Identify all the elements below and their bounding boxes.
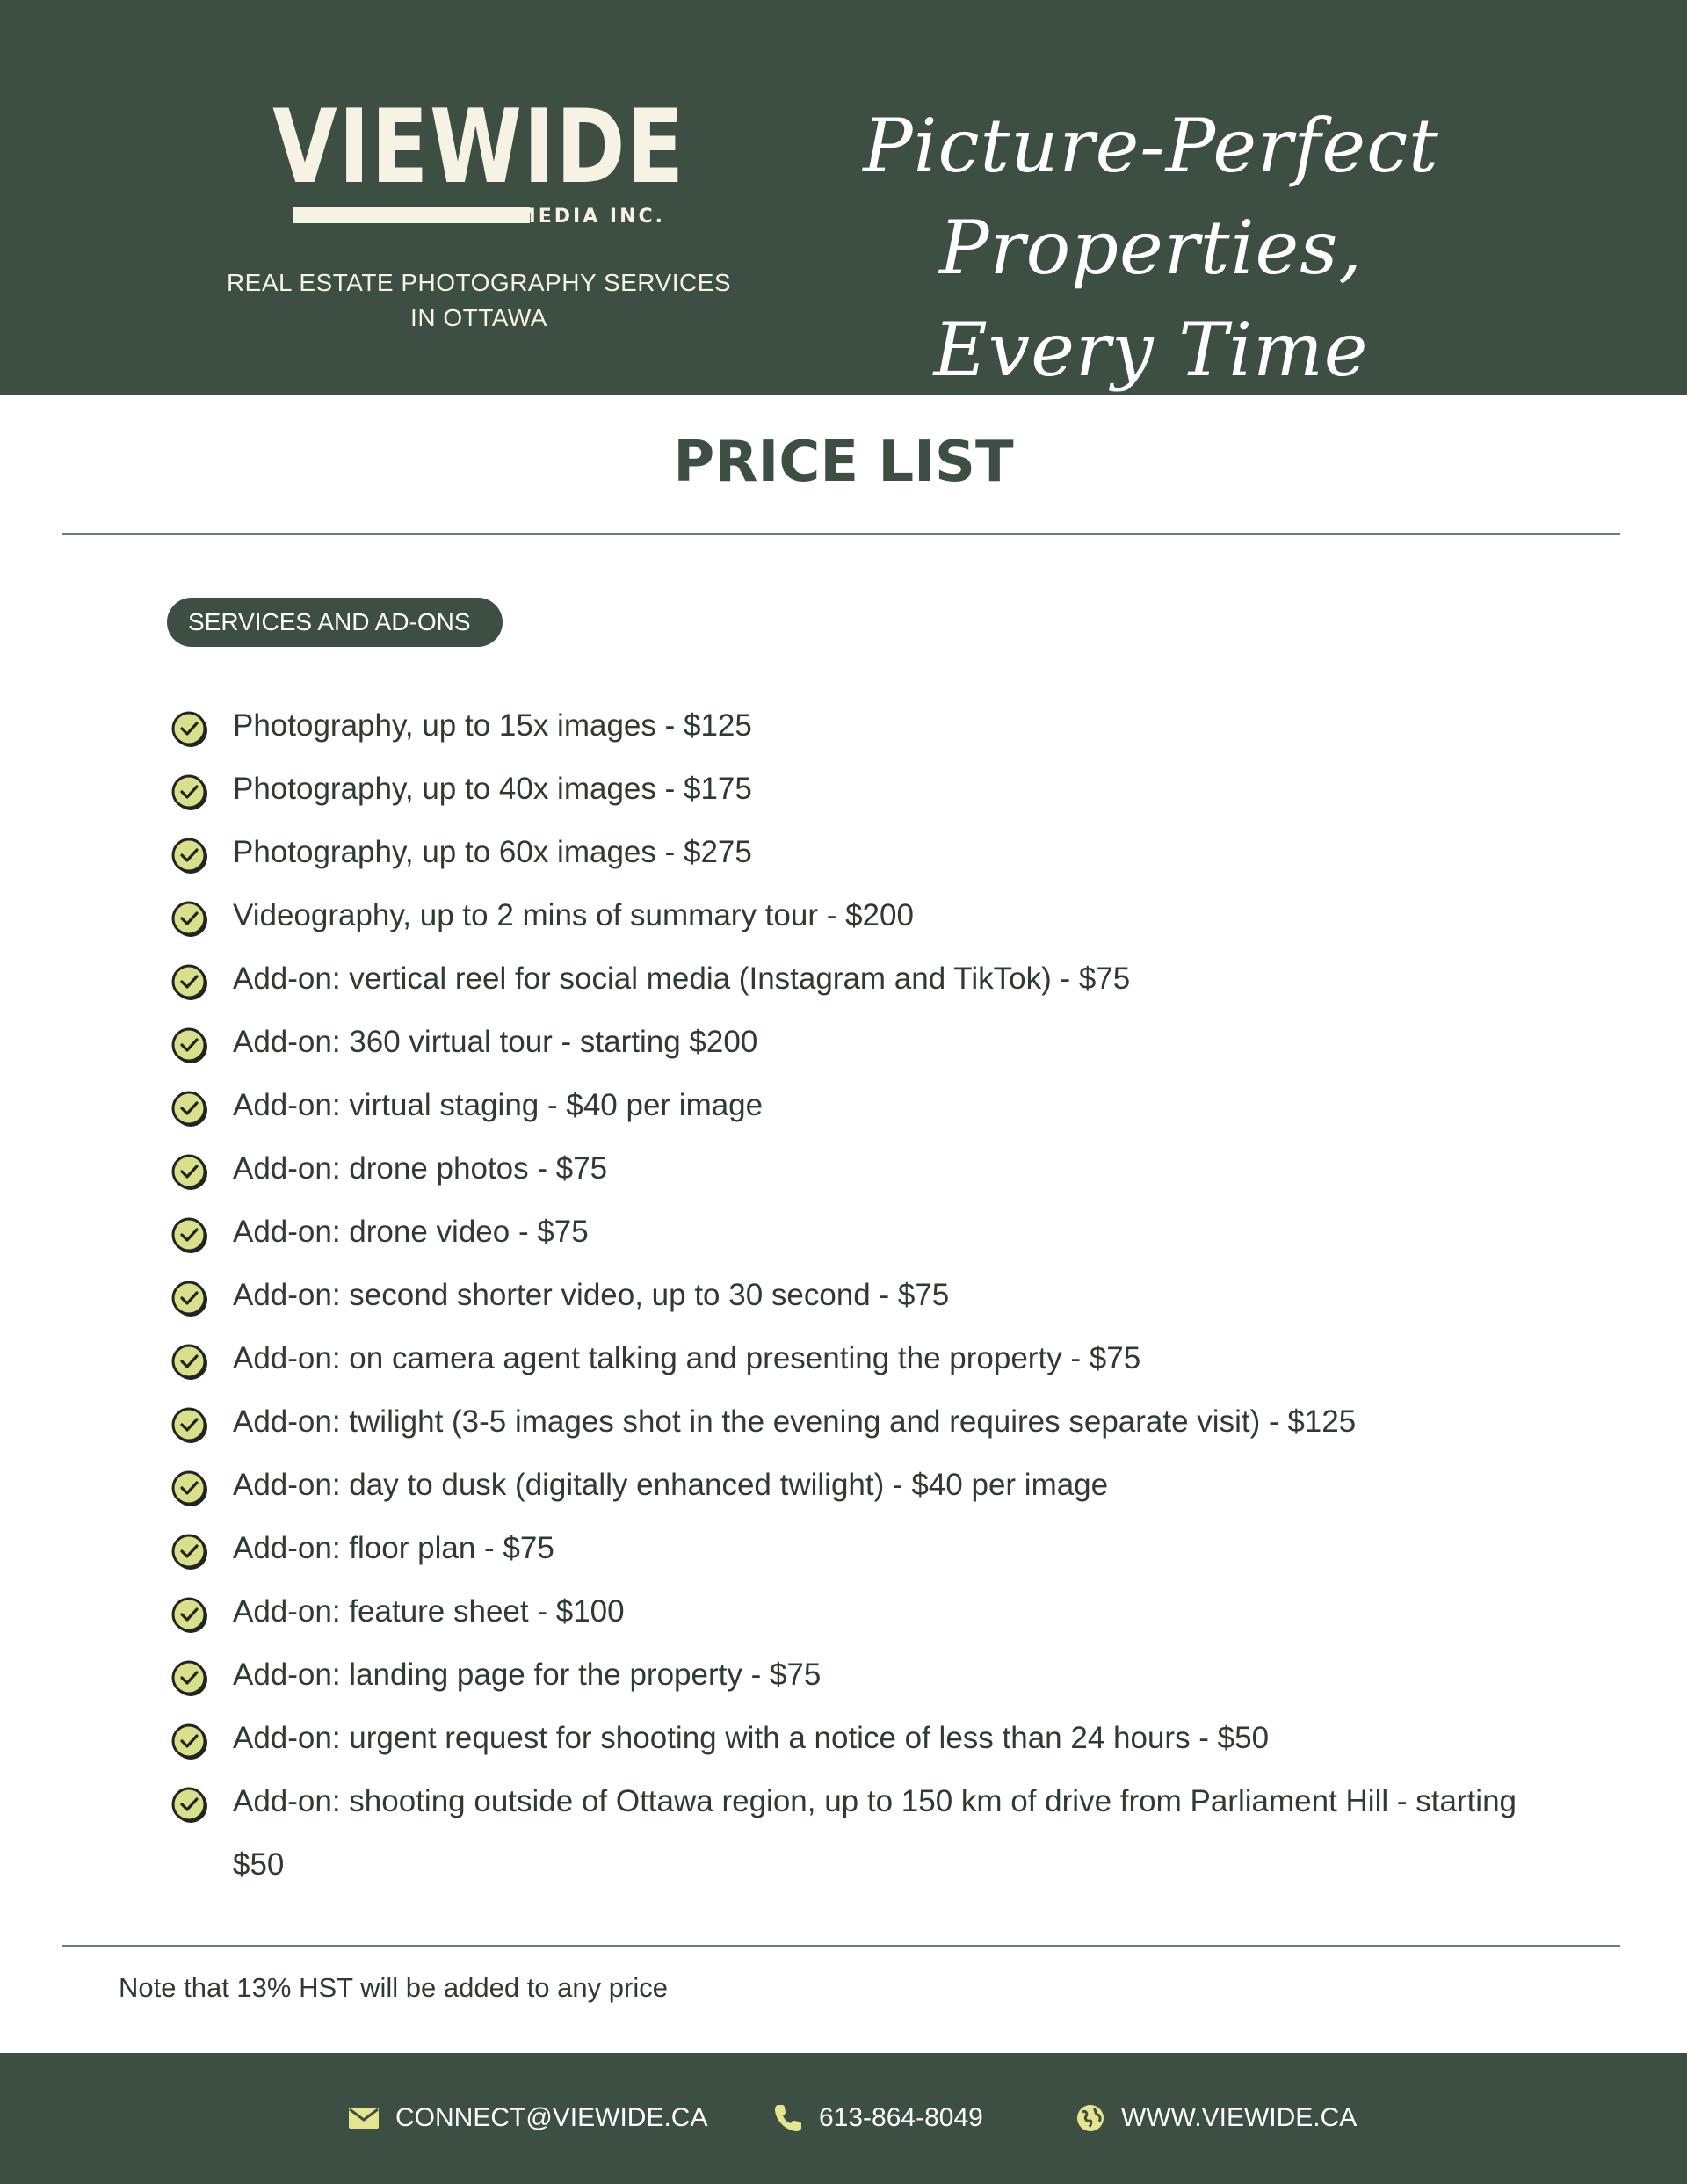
slogan-line-1: Picture-Perfect (863, 103, 1439, 189)
checkmark-icon (170, 1723, 209, 1761)
price-list-item (167, 821, 1538, 884)
checkmark-icon (170, 1280, 209, 1318)
checkmark-icon (170, 1659, 209, 1698)
checkmark-icon (170, 1153, 209, 1192)
price-list-item (167, 1074, 1538, 1137)
globe-icon (1075, 2103, 1105, 2133)
checkmark-icon (170, 1027, 209, 1065)
price-list-item (167, 884, 1538, 947)
checkmark-icon (170, 1469, 209, 1508)
checkmark-icon (170, 1406, 209, 1445)
envelope-icon (348, 2106, 380, 2130)
price-list-item (167, 1264, 1538, 1327)
phone-icon (773, 2103, 803, 2133)
footer-bar (0, 2053, 1687, 2184)
checkmark-icon (170, 900, 209, 939)
price-list-item (167, 1390, 1538, 1454)
section-label-pill: SERVICES AND AD-ONS (167, 598, 503, 647)
logo-underline-row (293, 206, 665, 232)
tagline-line-2: IN OTTAWA (410, 304, 547, 331)
price-list-item (167, 1517, 1538, 1580)
script-slogan (861, 95, 1441, 401)
checkmark-icon (170, 1216, 209, 1255)
checkmark-icon (170, 710, 209, 749)
tax-note: Note that 13% HST will be added to any price (119, 1972, 668, 2003)
price-item-text: Add-on: virtual staging - $40 per image (233, 1088, 764, 1122)
price-item-text: Add-on: shooting outside of Ottawa region, up to 150 km of drive from Parliament Hill - starting $50 (233, 1784, 1517, 1882)
price-item-text: Add-on: floor plan - $75 (233, 1531, 554, 1565)
contact-email[interactable] (348, 2097, 707, 2139)
price-item-text: Add-on: 360 virtual tour - starting $200 (233, 1025, 758, 1059)
price-list-item (167, 1643, 1538, 1707)
price-list-item (167, 1580, 1538, 1643)
contact-phone[interactable] (773, 2097, 983, 2139)
company-logo (202, 88, 756, 336)
header-banner (0, 0, 1687, 395)
price-list-item (167, 1327, 1538, 1390)
price-list-item (167, 1201, 1538, 1264)
price-list (167, 694, 1538, 1897)
price-item-text: Add-on: landing page for the property - $75 (233, 1658, 822, 1692)
contact-website[interactable] (1075, 2097, 1357, 2139)
checkmark-icon (170, 773, 209, 812)
checkmark-icon (170, 1090, 209, 1128)
logo-subtitle: MEDIA INC. (516, 206, 665, 228)
price-item-text: Add-on: feature sheet - $100 (233, 1594, 625, 1629)
price-item-text: Photography, up to 60x images - $275 (233, 835, 752, 869)
checkmark-icon (170, 963, 209, 1002)
checkmark-icon (170, 1533, 209, 1571)
price-item-text: Add-on: urgent request for shooting with a notice of less than 24 hours - $50 (233, 1721, 1270, 1755)
price-list-item (167, 694, 1538, 758)
divider-top (62, 533, 1620, 535)
divider-bottom (62, 1945, 1620, 1947)
price-item-text: Photography, up to 40x images - $175 (233, 772, 752, 806)
checkmark-icon (170, 1596, 209, 1635)
price-list-item (167, 947, 1538, 1011)
logo-wordmark: VIEWIDE (272, 88, 685, 207)
price-list-item (167, 1454, 1538, 1517)
price-item-text: Add-on: vertical reel for social media (Instagram and TikTok) - $75 (233, 961, 1131, 996)
price-item-text: Add-on: twilight (3-5 images shot in the evening and requires separate visit) - $125 (233, 1404, 1357, 1439)
price-item-text: Videography, up to 2 mins of summary tour - $200 (233, 898, 914, 932)
logo-underline-bar (293, 207, 530, 223)
checkmark-icon (170, 1343, 209, 1382)
price-item-text: Add-on: on camera agent talking and presenting the property - $75 (233, 1341, 1141, 1375)
price-list-item (167, 1137, 1538, 1201)
price-list-item (167, 758, 1538, 821)
price-item-text: Photography, up to 15x images - $125 (233, 708, 752, 743)
website-text: WWW.VIEWIDE.CA (1121, 2103, 1358, 2132)
email-text: CONNECT@VIEWIDE.CA (395, 2103, 708, 2132)
slogan-line-2: Properties, Every Time (933, 205, 1369, 393)
price-item-text: Add-on: day to dusk (digitally enhanced twilight) - $40 per image (233, 1468, 1109, 1502)
price-item-text: Add-on: drone photos - $75 (233, 1151, 608, 1186)
price-list-item (167, 1011, 1538, 1074)
checkmark-icon (170, 837, 209, 875)
price-item-text: Add-on: second shorter video, up to 30 second - $75 (233, 1278, 950, 1312)
checkmark-icon (170, 1786, 209, 1825)
phone-text: 613-864-8049 (819, 2103, 983, 2132)
tagline-line-1: REAL ESTATE PHOTOGRAPHY SERVICES (226, 269, 732, 296)
price-list-item (167, 1770, 1538, 1897)
price-list-item (167, 1707, 1538, 1770)
price-item-text: Add-on: drone video - $75 (233, 1215, 589, 1249)
tagline (202, 265, 756, 336)
page-title: PRICE LIST (673, 430, 1014, 495)
